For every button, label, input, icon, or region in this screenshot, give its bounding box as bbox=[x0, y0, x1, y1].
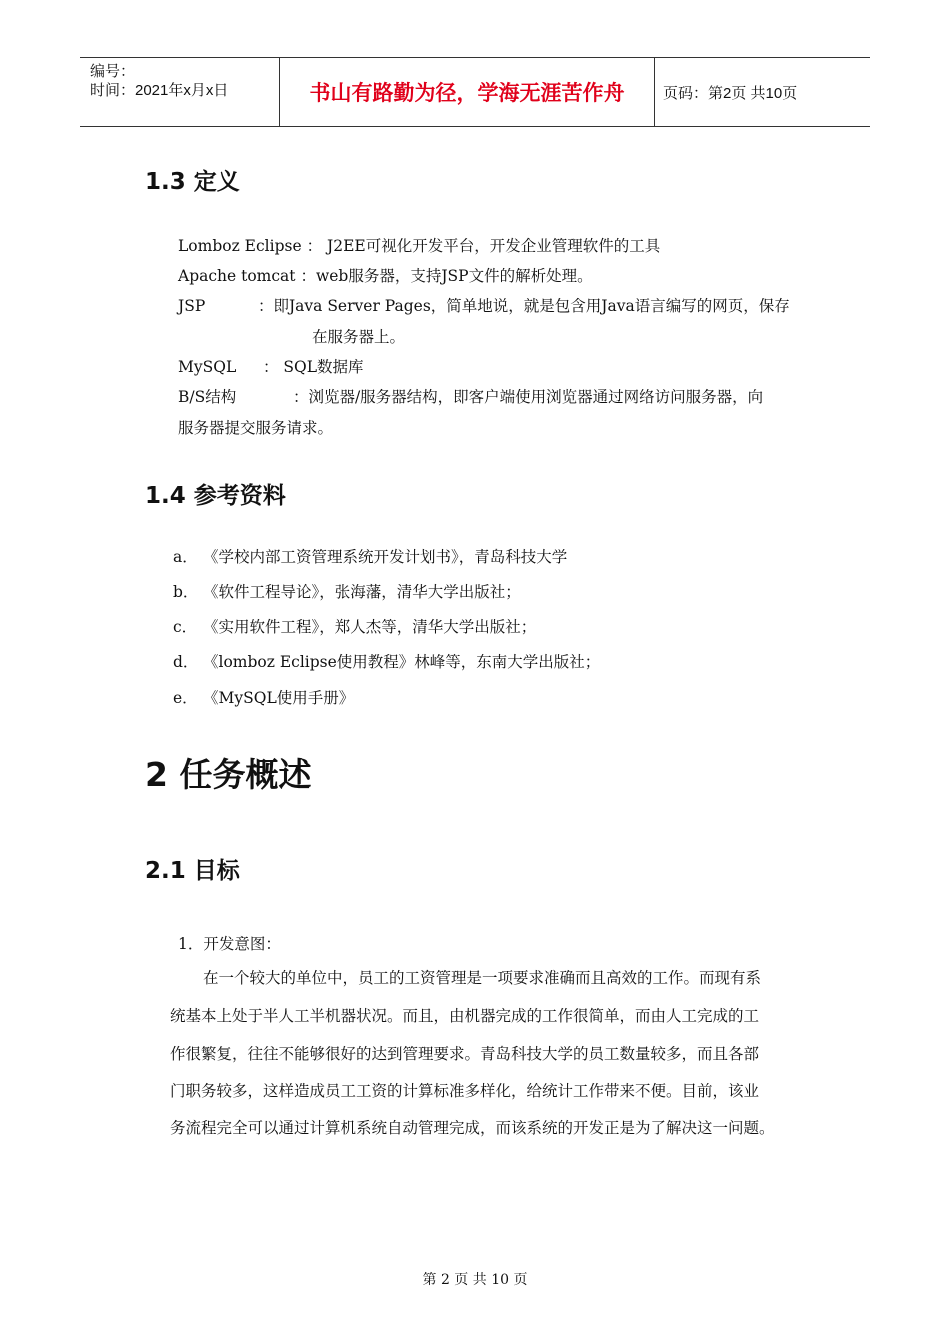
definition-term: JSP bbox=[178, 297, 206, 315]
reference-text: 《实用软件工程》，郑人杰等，清华大学出版社； bbox=[203, 618, 537, 636]
reference-text: 《MySQL使用手册》 bbox=[203, 689, 355, 707]
section-title-1-4: 1.4 参考资料 bbox=[145, 483, 286, 509]
definition-item bbox=[178, 385, 763, 407]
header-page-info: 页码：第2页 共10页 bbox=[663, 84, 798, 102]
section-title-2-1: 2.1 目标 bbox=[145, 858, 240, 884]
paragraph-line: 务流程完全可以通过计算机系统自动管理完成，而该系统的开发正是为了解决这一问题。 bbox=[170, 1119, 775, 1137]
definition-desc: ：web服务器，支持JSP文件的解析处理。 bbox=[300, 267, 593, 285]
definition-item bbox=[178, 234, 660, 256]
reference-text: 《学校内部工资管理系统开发计划书》，青岛科技大学 bbox=[203, 548, 568, 566]
paragraph-line: 作很繁复，往往不能够很好的达到管理要求。青岛科技大学的员工数量较多，而且各部 bbox=[170, 1045, 760, 1063]
serial-label: 编号： bbox=[90, 63, 136, 80]
paragraph-line: 在一个较大的单位中，员工的工资管理是一项要求准确而且高效的工作。而现有系 bbox=[203, 969, 762, 987]
definition-item bbox=[178, 294, 790, 316]
date-label: 时间：2021年x月x日 bbox=[90, 82, 229, 99]
reference-item bbox=[173, 545, 567, 567]
header-motto: 书山有路勤为径，学海无涯苦作舟 bbox=[280, 58, 655, 126]
definition-desc: ：浏览器/服务器结构，即客户端使用浏览器通过网络访问服务器，向 bbox=[292, 388, 764, 406]
reference-mark: c． bbox=[173, 618, 198, 636]
definition-term: B/S结构 bbox=[178, 388, 237, 406]
definition-desc: ： J2EE可视化开发平台，开发企业管理软件的工具 bbox=[306, 237, 661, 255]
definition-term: Apache tomcat bbox=[178, 267, 296, 285]
reference-item bbox=[173, 686, 354, 708]
definition-desc: ：即Java Server Pages，简单地说，就是包含用Java语言编写的网页，保存 bbox=[257, 297, 790, 315]
definition-desc: ： SQL数据库 bbox=[262, 358, 364, 376]
page-footer: 第 2 页 共 10 页 bbox=[422, 1272, 528, 1288]
reference-mark: d． bbox=[173, 653, 199, 671]
chapter-title-2: 2 任务概述 bbox=[145, 755, 312, 794]
reference-text: 《lomboz Eclipse使用教程》林峰等，东南大学出版社； bbox=[203, 653, 601, 671]
definition-item bbox=[178, 264, 593, 286]
definition-term: MySQL bbox=[178, 358, 237, 376]
definition-item bbox=[178, 355, 363, 377]
reference-text: 《软件工程导论》，张海藩，清华大学出版社； bbox=[203, 583, 521, 601]
header-left-cell bbox=[80, 58, 280, 126]
paragraph-line: 门职务较多，这样造成员工工资的计算标准多样化，给统计工作带来不便。目前，该业 bbox=[170, 1082, 760, 1100]
section-title-1-3: 1.3 定义 bbox=[145, 169, 240, 195]
reference-mark: b． bbox=[173, 583, 199, 601]
definition-continuation: 服务器提交服务请求。 bbox=[178, 419, 334, 437]
reference-mark: e． bbox=[173, 689, 198, 707]
paragraph-line: 统基本上处于半人工半机器状况。而且，由机器完成的工作很简单，而由人工完成的工 bbox=[170, 1007, 760, 1025]
page-header bbox=[80, 57, 870, 127]
reference-item bbox=[173, 615, 536, 637]
reference-item bbox=[173, 580, 521, 602]
definition-continuation: 在服务器上。 bbox=[312, 328, 406, 346]
intent-label: 1．开发意图： bbox=[178, 935, 281, 953]
reference-item bbox=[173, 650, 600, 672]
reference-mark: a． bbox=[173, 548, 198, 566]
definition-term: Lomboz Eclipse bbox=[178, 237, 302, 255]
